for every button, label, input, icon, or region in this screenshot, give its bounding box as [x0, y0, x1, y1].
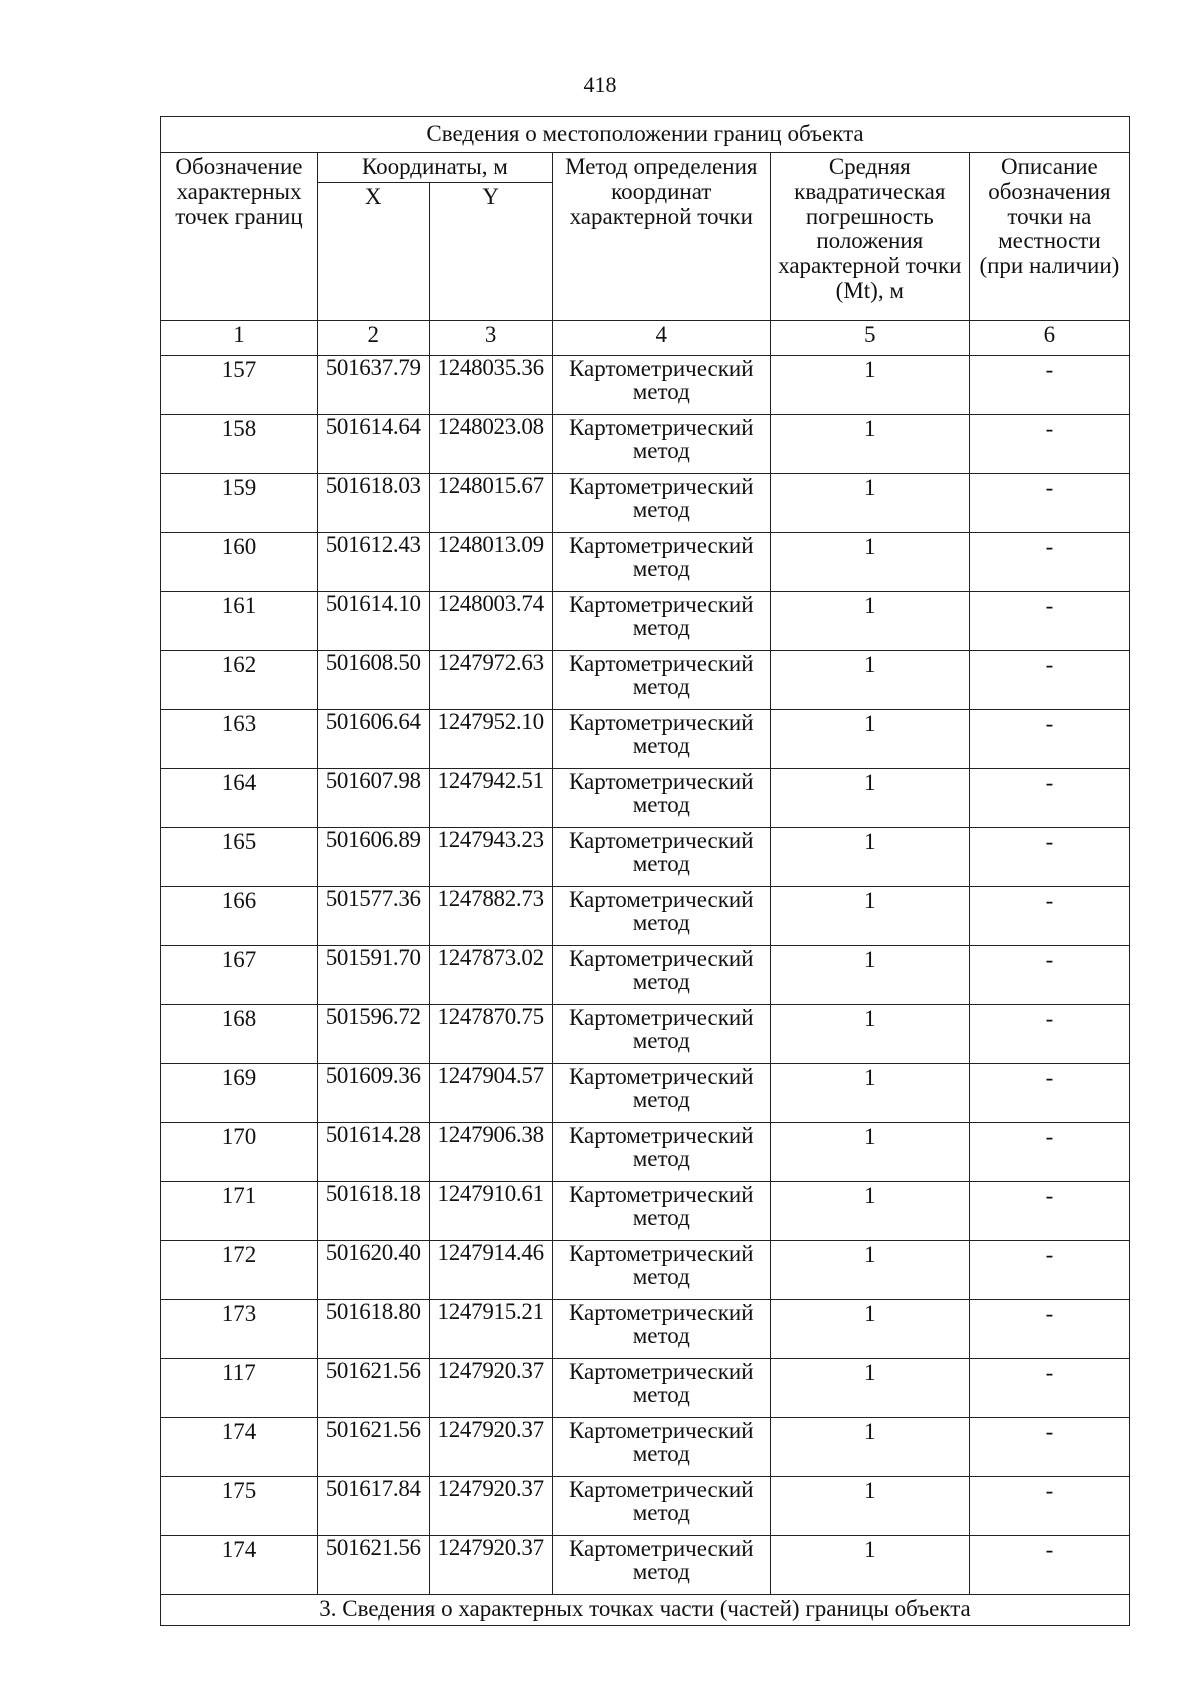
x-coordinate-cell: 501617.84 [317, 1477, 429, 1536]
description-cell: - [969, 474, 1129, 533]
method-cell: Картометрический метод [552, 1536, 770, 1595]
error-cell: 1 [770, 592, 969, 651]
table-row [161, 710, 1130, 769]
table-row [161, 651, 1130, 710]
column-number: 4 [552, 321, 770, 356]
y-coordinate-cell: 1248023.08 [429, 415, 552, 474]
y-coordinate-cell: 1247920.37 [429, 1477, 552, 1536]
x-coordinate-cell: 501591.70 [317, 946, 429, 1005]
description-cell: - [969, 1064, 1129, 1123]
table-row [161, 415, 1130, 474]
x-coordinate-cell: 501609.36 [317, 1064, 429, 1123]
x-coordinate-cell: 501606.89 [317, 828, 429, 887]
method-cell: Картометрический метод [552, 1300, 770, 1359]
error-cell: 1 [770, 1477, 969, 1536]
point-cell: 161 [161, 592, 318, 651]
header-coords: Координаты, м [317, 153, 552, 183]
y-coordinate-cell: 1247942.51 [429, 769, 552, 828]
error-cell: 1 [770, 887, 969, 946]
point-cell: 159 [161, 474, 318, 533]
method-cell: Картометрический метод [552, 474, 770, 533]
description-cell: - [969, 592, 1129, 651]
description-cell: - [969, 946, 1129, 1005]
description-cell: - [969, 1123, 1129, 1182]
error-cell: 1 [770, 769, 969, 828]
point-cell: 157 [161, 356, 318, 415]
point-cell: 174 [161, 1536, 318, 1595]
boundary-table [160, 116, 1130, 1626]
point-cell: 172 [161, 1241, 318, 1300]
error-cell: 1 [770, 828, 969, 887]
header-point: Обозначение характерных точек границ [161, 153, 318, 321]
x-coordinate-cell: 501621.56 [317, 1418, 429, 1477]
method-cell: Картометрический метод [552, 946, 770, 1005]
point-cell: 167 [161, 946, 318, 1005]
y-coordinate-cell: 1247914.46 [429, 1241, 552, 1300]
method-cell: Картометрический метод [552, 1182, 770, 1241]
y-coordinate-cell: 1247920.37 [429, 1536, 552, 1595]
x-coordinate-cell: 501620.40 [317, 1241, 429, 1300]
y-coordinate-cell: 1247972.63 [429, 651, 552, 710]
method-cell: Картометрический метод [552, 1359, 770, 1418]
table-row [161, 1536, 1130, 1595]
description-cell: - [969, 415, 1129, 474]
error-cell: 1 [770, 356, 969, 415]
table-row [161, 946, 1130, 1005]
description-cell: - [969, 1359, 1129, 1418]
table-row [161, 1477, 1130, 1536]
description-cell: - [969, 533, 1129, 592]
point-cell: 160 [161, 533, 318, 592]
method-cell: Картометрический метод [552, 887, 770, 946]
method-cell: Картометрический метод [552, 1241, 770, 1300]
table-row [161, 769, 1130, 828]
description-cell: - [969, 1418, 1129, 1477]
y-coordinate-cell: 1247915.21 [429, 1300, 552, 1359]
method-cell: Картометрический метод [552, 710, 770, 769]
method-cell: Картометрический метод [552, 828, 770, 887]
y-coordinate-cell: 1247873.02 [429, 946, 552, 1005]
table-row [161, 887, 1130, 946]
table-row [161, 1300, 1130, 1359]
x-coordinate-cell: 501614.28 [317, 1123, 429, 1182]
method-cell: Картометрический метод [552, 651, 770, 710]
x-coordinate-cell: 501618.80 [317, 1300, 429, 1359]
point-cell: 170 [161, 1123, 318, 1182]
error-cell: 1 [770, 1536, 969, 1595]
column-number: 6 [969, 321, 1129, 356]
error-cell: 1 [770, 710, 969, 769]
method-cell: Картометрический метод [552, 769, 770, 828]
table-row [161, 1005, 1130, 1064]
page-number: 418 [583, 72, 617, 97]
y-coordinate-cell: 1247943.23 [429, 828, 552, 887]
point-cell: 174 [161, 1418, 318, 1477]
point-cell: 171 [161, 1182, 318, 1241]
table-caption: Сведения о местоположении границ объекта [161, 117, 1130, 153]
error-cell: 1 [770, 1123, 969, 1182]
error-cell: 1 [770, 1300, 969, 1359]
description-cell: - [969, 1477, 1129, 1536]
table-row [161, 356, 1130, 415]
point-cell: 117 [161, 1359, 318, 1418]
error-cell: 1 [770, 1182, 969, 1241]
column-number: 5 [770, 321, 969, 356]
description-cell: - [969, 651, 1129, 710]
footer-row [161, 1595, 1130, 1626]
table-row [161, 828, 1130, 887]
table-row [161, 1123, 1130, 1182]
method-cell: Картометрический метод [552, 356, 770, 415]
x-coordinate-cell: 501637.79 [317, 356, 429, 415]
x-coordinate-cell: 501608.50 [317, 651, 429, 710]
y-coordinate-cell: 1248015.67 [429, 474, 552, 533]
error-cell: 1 [770, 946, 969, 1005]
description-cell: - [969, 1241, 1129, 1300]
y-coordinate-cell: 1247910.61 [429, 1182, 552, 1241]
method-cell: Картометрический метод [552, 1123, 770, 1182]
y-coordinate-cell: 1247882.73 [429, 887, 552, 946]
point-cell: 162 [161, 651, 318, 710]
description-cell: - [969, 1005, 1129, 1064]
table-row [161, 533, 1130, 592]
x-coordinate-cell: 501621.56 [317, 1359, 429, 1418]
description-cell: - [969, 710, 1129, 769]
method-cell: Картометрический метод [552, 415, 770, 474]
x-coordinate-cell: 501577.36 [317, 887, 429, 946]
x-coordinate-cell: 501607.98 [317, 769, 429, 828]
point-cell: 164 [161, 769, 318, 828]
error-cell: 1 [770, 651, 969, 710]
x-coordinate-cell: 501621.56 [317, 1536, 429, 1595]
y-coordinate-cell: 1247920.37 [429, 1418, 552, 1477]
y-coordinate-cell: 1248003.74 [429, 592, 552, 651]
description-cell: - [969, 828, 1129, 887]
method-cell: Картометрический метод [552, 1418, 770, 1477]
x-coordinate-cell: 501618.03 [317, 474, 429, 533]
y-coordinate-cell: 1247952.10 [429, 710, 552, 769]
caption-row [161, 117, 1130, 153]
point-cell: 163 [161, 710, 318, 769]
y-coordinate-cell: 1247904.57 [429, 1064, 552, 1123]
description-cell: - [969, 1300, 1129, 1359]
method-cell: Картометрический метод [552, 1005, 770, 1064]
description-cell: - [969, 769, 1129, 828]
method-cell: Картометрический метод [552, 592, 770, 651]
x-coordinate-cell: 501618.18 [317, 1182, 429, 1241]
error-cell: 1 [770, 415, 969, 474]
description-cell: - [969, 1182, 1129, 1241]
description-cell: - [969, 356, 1129, 415]
point-cell: 168 [161, 1005, 318, 1064]
point-cell: 166 [161, 887, 318, 946]
point-cell: 158 [161, 415, 318, 474]
method-cell: Картометрический метод [552, 533, 770, 592]
header-row-top [161, 153, 1130, 183]
error-cell: 1 [770, 1359, 969, 1418]
table-row [161, 1359, 1130, 1418]
point-cell: 165 [161, 828, 318, 887]
y-coordinate-cell: 1247906.38 [429, 1123, 552, 1182]
y-coordinate-cell: 1247870.75 [429, 1005, 552, 1064]
point-cell: 169 [161, 1064, 318, 1123]
point-cell: 175 [161, 1477, 318, 1536]
x-coordinate-cell: 501614.10 [317, 592, 429, 651]
error-cell: 1 [770, 533, 969, 592]
y-coordinate-cell: 1248013.09 [429, 533, 552, 592]
header-y: Y [429, 183, 552, 321]
header-description: Описание обозначения точки на местности (при наличии) [969, 153, 1129, 321]
method-cell: Картометрический метод [552, 1064, 770, 1123]
column-number: 2 [317, 321, 429, 356]
x-coordinate-cell: 501614.64 [317, 415, 429, 474]
error-cell: 1 [770, 1005, 969, 1064]
point-cell: 173 [161, 1300, 318, 1359]
column-number-row [161, 321, 1130, 356]
column-number: 1 [161, 321, 318, 356]
y-coordinate-cell: 1248035.36 [429, 356, 552, 415]
table-row [161, 1182, 1130, 1241]
section-heading: 3. Сведения о характерных точках части (частей) границы объекта [161, 1595, 1130, 1626]
error-cell: 1 [770, 474, 969, 533]
error-cell: 1 [770, 1241, 969, 1300]
table-row [161, 474, 1130, 533]
x-coordinate-cell: 501612.43 [317, 533, 429, 592]
x-coordinate-cell: 501596.72 [317, 1005, 429, 1064]
method-cell: Картометрический метод [552, 1477, 770, 1536]
table-row [161, 1418, 1130, 1477]
table-row [161, 592, 1130, 651]
header-method: Метод определения координат характерной точки [552, 153, 770, 321]
table-row [161, 1064, 1130, 1123]
column-number: 3 [429, 321, 552, 356]
table-row [161, 1241, 1130, 1300]
header-error: Средняя квадратическая погрешность положения характерной точки (Mt), м [770, 153, 969, 321]
header-x: X [317, 183, 429, 321]
description-cell: - [969, 887, 1129, 946]
error-cell: 1 [770, 1418, 969, 1477]
error-cell: 1 [770, 1064, 969, 1123]
x-coordinate-cell: 501606.64 [317, 710, 429, 769]
description-cell: - [969, 1536, 1129, 1595]
y-coordinate-cell: 1247920.37 [429, 1359, 552, 1418]
